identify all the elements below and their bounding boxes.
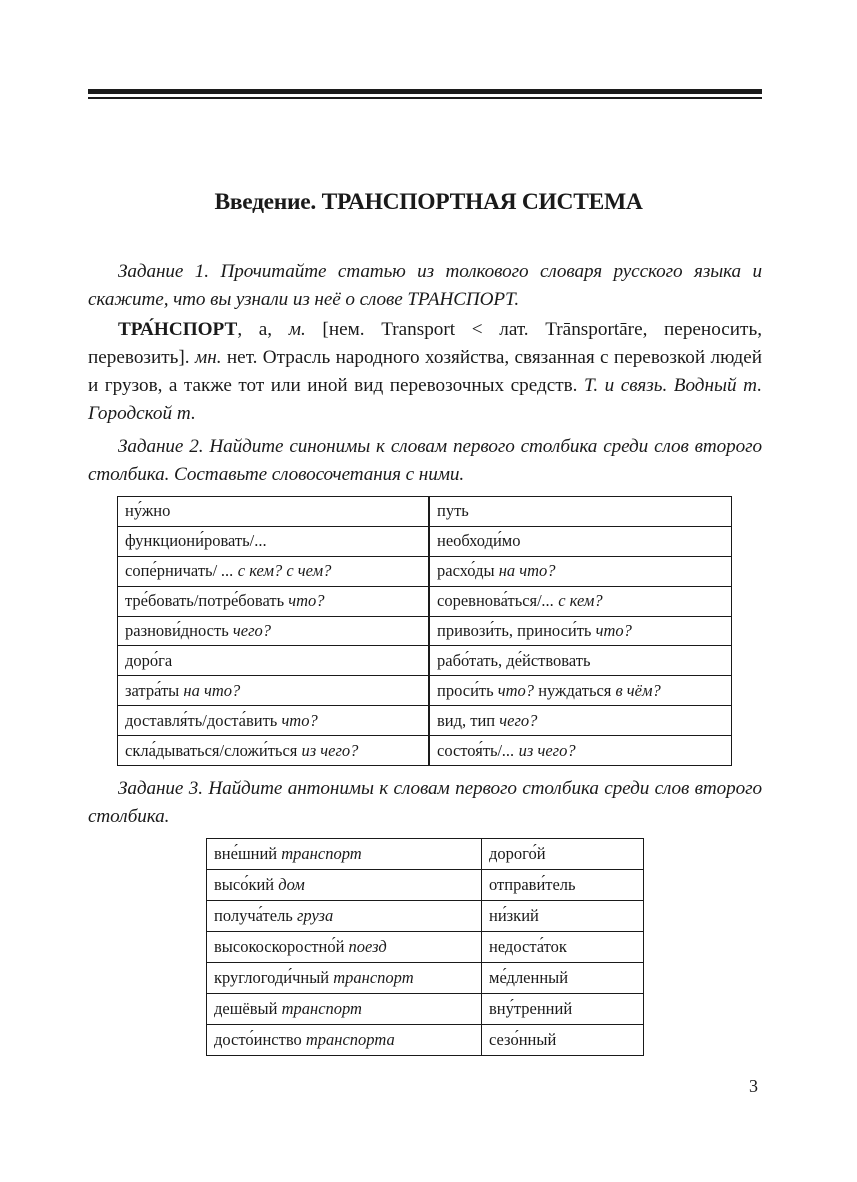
entry-headword: ТРА́НСПОРТ: [118, 319, 238, 340]
entry-definition: нет. Отрасль народного хозяйства, связанная с перевозкой людей и грузов, а также тот или иной вид перевозочных средств.: [88, 347, 762, 396]
table-row: [207, 839, 644, 870]
cell-text: вне́шний: [214, 844, 282, 863]
task3-instruction: Задание 3. Найдите антонимы к словам первого столбика среди слов второго столбика.: [88, 778, 762, 827]
cell-text: круглогоди́чный: [214, 968, 334, 987]
table-row: [118, 676, 732, 706]
cell-text: рабо́тать, де́йствовать: [437, 650, 591, 670]
table-row: [118, 497, 732, 527]
page-number: 3: [749, 1076, 758, 1096]
cell-text: соревнова́ться/: [437, 591, 542, 611]
table-row: [118, 646, 732, 676]
cell-text: доставля́ть/доста́вить: [125, 710, 282, 730]
task1-instruction: Задание 1. Прочитайте статью из толкового словаря русского языка и скажите, что вы узнали из неё о слове ТРАНСПОРТ.: [88, 261, 762, 310]
antonym-right-cell: вну́тренний: [482, 994, 644, 1025]
table-row: [118, 616, 732, 646]
cell-noun: груза: [296, 906, 334, 925]
cell-text: разнови́дность: [125, 621, 233, 640]
cell-noun: поезд: [348, 937, 387, 956]
table-row: [207, 901, 644, 932]
antonym-right-cell: ни́зкий: [482, 901, 644, 932]
cell-question: чего?: [499, 710, 538, 730]
cell-question: что?: [497, 680, 535, 700]
synonym-left-cell: [118, 736, 430, 766]
synonym-right-cell: [429, 556, 732, 586]
cell-text: проси́ть: [437, 680, 498, 700]
cell-question: что?: [281, 710, 318, 730]
antonym-left-cell: [207, 839, 482, 870]
synonyms-table: [117, 496, 732, 766]
table-row: [207, 963, 644, 994]
cell-text: сопе́рничать/: [125, 561, 222, 581]
synonym-right-cell: [429, 526, 732, 556]
antonym-left-cell: [207, 932, 482, 963]
table-row: [118, 706, 732, 736]
cell-text: вид, тип: [437, 710, 500, 730]
cell-text: привози́ть, приноси́ть: [437, 621, 596, 640]
cell-text: доро́га: [125, 650, 173, 670]
antonym-left-cell: [207, 870, 482, 901]
cell-text: досто́инство: [214, 1030, 306, 1049]
table-row: [118, 586, 732, 616]
entry-plural-label: мн.: [194, 347, 222, 368]
antonyms-table: [206, 838, 644, 1056]
cell-question: чего?: [232, 621, 272, 640]
cell-noun: транспорт: [281, 999, 362, 1018]
table-row: [207, 994, 644, 1025]
cell-question: ... из чего?: [502, 740, 576, 760]
cell-question: ... с кем?: [541, 591, 603, 611]
dictionary-entry: [88, 316, 762, 428]
synonym-left-cell: [118, 616, 430, 646]
synonym-left-cell: [118, 676, 430, 706]
cell-question: ... с кем? с чем?: [221, 561, 332, 581]
synonym-right-cell: [429, 676, 732, 706]
cell-question: на что?: [183, 680, 241, 700]
cell-text: затра́ты: [125, 680, 184, 700]
synonym-right-cell: [429, 586, 732, 616]
cell-text: расхо́ды: [437, 561, 499, 581]
cell-noun: транспорта: [305, 1030, 395, 1049]
antonym-left-cell: [207, 1025, 482, 1056]
synonym-left-cell: [118, 706, 430, 736]
cell-noun: дом: [278, 875, 305, 894]
antonym-right-cell: недоста́ток: [482, 932, 644, 963]
cell-text: необходи́мо: [437, 531, 521, 551]
table-row: [118, 556, 732, 586]
task2-instruction: Задание 2. Найдите синонимы к словам первого столбика среди слов второго столбика. Составьте словосочетания с ними.: [88, 436, 762, 485]
table-row: [207, 870, 644, 901]
synonym-left-cell: [118, 556, 430, 586]
synonym-left-cell: [118, 526, 430, 556]
header-rule-thin: [88, 97, 762, 99]
antonym-right-cell: сезо́нный: [482, 1025, 644, 1056]
cell-noun: транспорт: [333, 968, 414, 987]
cell-question: из чего?: [301, 740, 359, 760]
cell-text: путь: [437, 501, 469, 521]
cell-text: тре́бовать/потре́бовать: [125, 591, 289, 611]
entry-etymology: [нем. Transport < лат. Trānsportāre, переносить, перевозить].: [88, 319, 762, 368]
synonym-right-cell: [429, 706, 732, 736]
table-row: [118, 736, 732, 766]
entry-gender: м.: [288, 319, 306, 340]
synonym-left-cell: [118, 497, 430, 527]
cell-question: что?: [595, 621, 632, 640]
table-row: [207, 932, 644, 963]
cell-noun: транспорт: [281, 844, 362, 863]
cell-text: функциони́ровать/...: [125, 531, 267, 551]
entry-grammar: , а,: [237, 319, 289, 340]
cell-question: в чём?: [615, 680, 661, 700]
cell-question: что?: [288, 591, 325, 611]
antonym-right-cell: отправи́тель: [482, 870, 644, 901]
cell-text: дешёвый: [214, 999, 282, 1018]
cell-text: скла́дываться/сложи́ться: [125, 740, 302, 760]
cell-text: ну́жно: [125, 501, 171, 521]
antonym-left-cell: [207, 963, 482, 994]
cell-text: получа́тель: [214, 906, 297, 925]
antonym-left-cell: [207, 901, 482, 932]
antonym-right-cell: дорого́й: [482, 839, 644, 870]
antonym-left-cell: [207, 994, 482, 1025]
synonym-right-cell: [429, 497, 732, 527]
cell-text: состоя́ть/: [437, 740, 503, 760]
synonym-right-cell: [429, 646, 732, 676]
synonym-left-cell: [118, 586, 430, 616]
synonym-left-cell: [118, 646, 430, 676]
antonym-right-cell: ме́дленный: [482, 963, 644, 994]
header-rule-thick: [88, 89, 762, 94]
synonym-right-cell: [429, 736, 732, 766]
table-row: [207, 1025, 644, 1056]
cell-text: высо́кий: [214, 875, 279, 894]
synonym-right-cell: [429, 616, 732, 646]
entry-examples: Т. и связь. Водный т. Городской т.: [88, 375, 762, 424]
table-row: [118, 526, 732, 556]
cell-text: нуждаться: [534, 680, 616, 700]
cell-text: высокоскоростно́й: [214, 937, 349, 956]
page-title: Введение. ТРАНСПОРТНАЯ СИСТЕМА: [214, 189, 643, 215]
cell-question: на что?: [498, 561, 556, 581]
